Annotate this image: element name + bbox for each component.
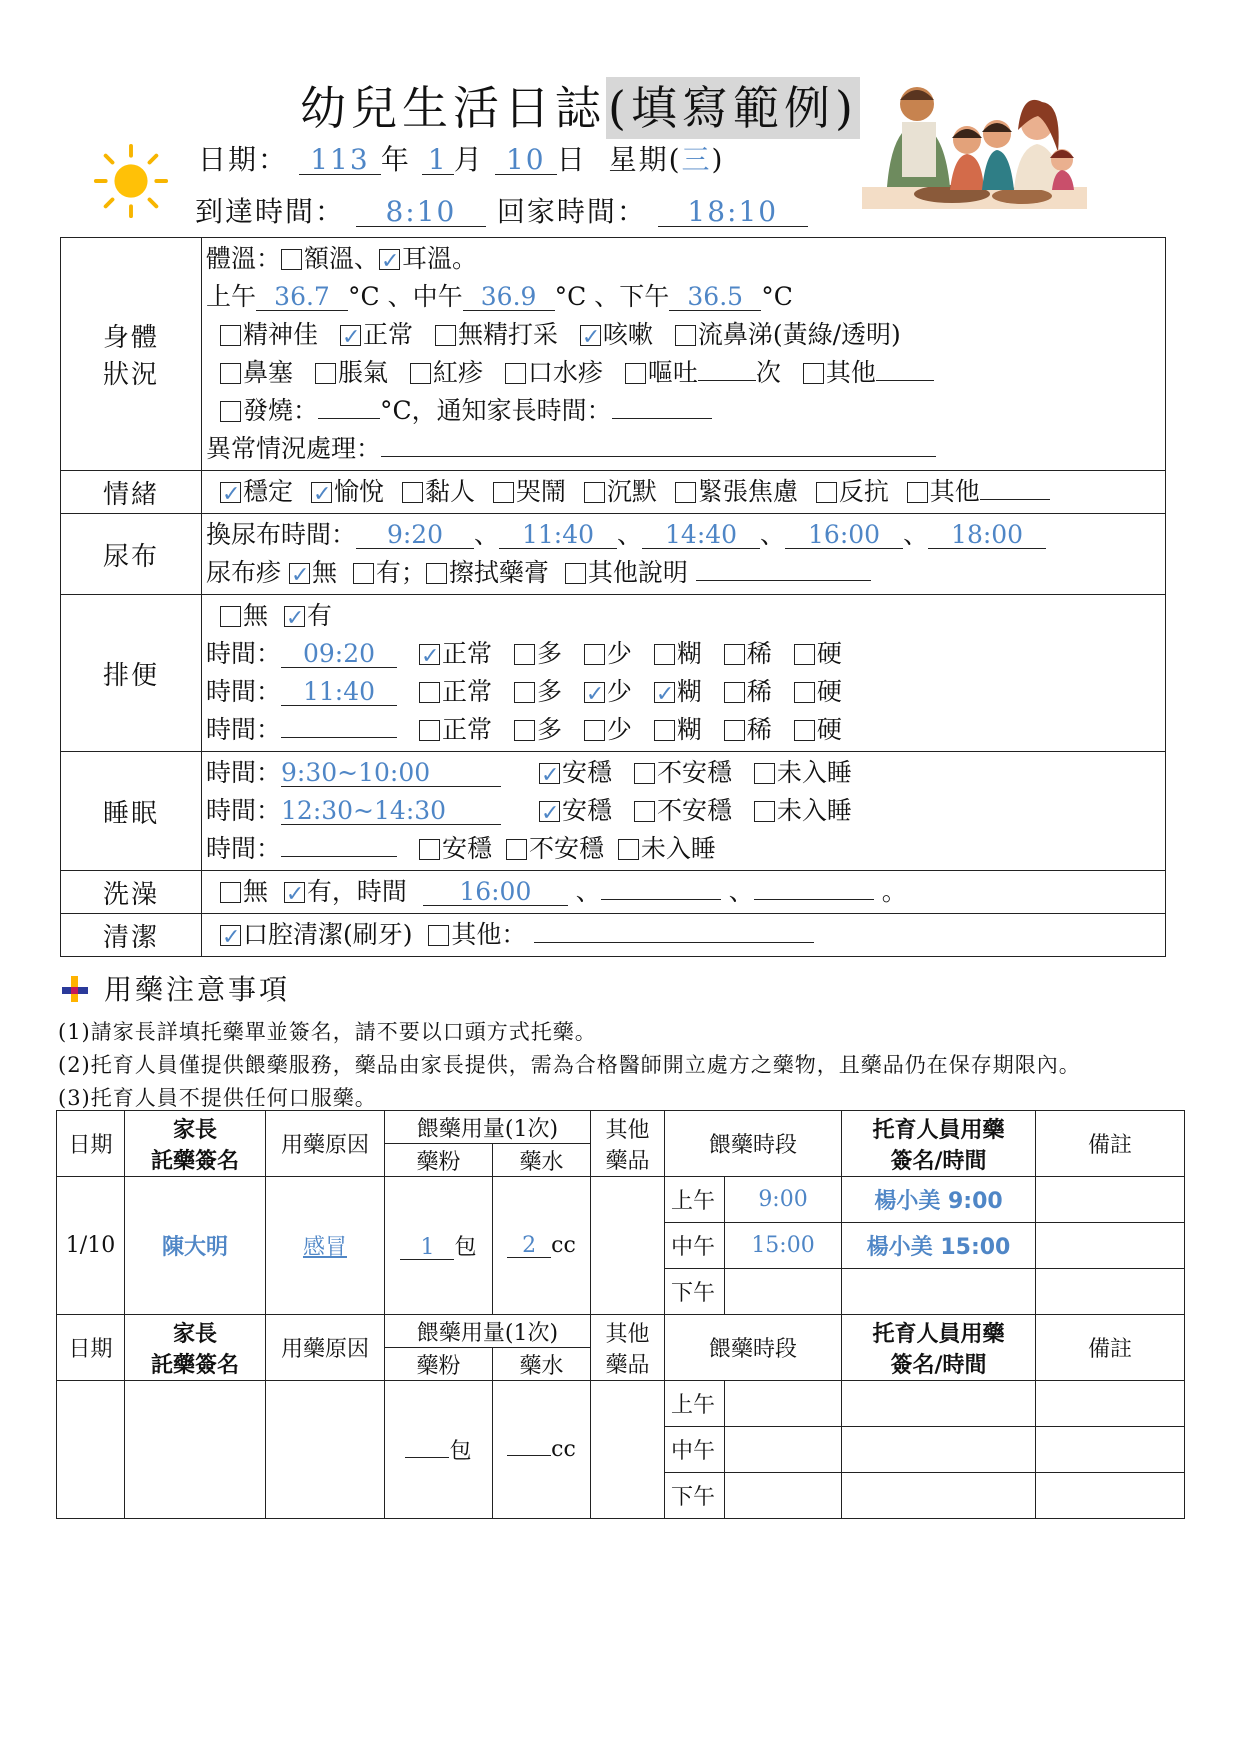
- med-liquid: [507, 1455, 551, 1456]
- sleep-none-checkbox[interactable]: [618, 839, 639, 860]
- fever-checkbox[interactable]: [220, 401, 241, 422]
- mood-happy-checkbox[interactable]: [311, 482, 332, 503]
- oral-clean-checkbox[interactable]: [220, 925, 241, 946]
- clean-other-checkbox[interactable]: [428, 925, 449, 946]
- remark-cell[interactable]: [1036, 1473, 1185, 1519]
- col-parent: 家長 託藥簽名: [125, 1315, 266, 1381]
- slot-time[interactable]: [725, 1427, 842, 1473]
- stool-hard-checkbox[interactable]: [794, 682, 815, 703]
- med-powder-cell[interactable]: 包: [385, 1381, 493, 1519]
- sleep-time-3[interactable]: [281, 856, 397, 857]
- stool-none-checkbox[interactable]: [220, 606, 241, 627]
- cond-normal-checkbox[interactable]: [340, 325, 361, 346]
- med-reason-cell[interactable]: [266, 1177, 385, 1315]
- mood-clingy-checkbox[interactable]: [402, 482, 423, 503]
- sleep-restless-checkbox[interactable]: [634, 763, 655, 784]
- med-note: (2)托育人員僅提供餵藥服務，藥品由家長提供，需為合格醫師開立處方之藥物，且藥品仍在保存期限內。: [58, 1053, 1081, 1077]
- bath-section: 無 ✓ 有，時間 16:00 、 、 。: [202, 871, 1166, 914]
- family-illustration: [862, 82, 1087, 217]
- col-powder: 藥粉: [385, 1348, 493, 1381]
- col-slot: 餵藥時段: [665, 1111, 842, 1177]
- col-remark: 備註: [1036, 1111, 1185, 1177]
- sleep-calm-checkbox[interactable]: [539, 801, 560, 822]
- temp-noon[interactable]: 36.9: [463, 284, 555, 311]
- sleep-none-checkbox[interactable]: [754, 763, 775, 784]
- date-month[interactable]: 1: [422, 145, 454, 175]
- cond-vomit-checkbox[interactable]: [625, 363, 646, 384]
- body-label: 身體 狀況: [61, 238, 202, 471]
- sleep-row: 時間：12:30~14:30 ✓ 安穩 不安穩 未入睡: [206, 792, 1161, 830]
- mood-other-checkbox[interactable]: [907, 482, 928, 503]
- body-section: [202, 238, 1166, 471]
- sleep-calm-checkbox[interactable]: [539, 763, 560, 784]
- stool-row: 時間： 09:20 ✓ 正常 多 少 糊 稀 硬: [206, 635, 1161, 673]
- col-parent: 家長 託藥簽名: [125, 1111, 266, 1177]
- stool-time-3[interactable]: [281, 737, 397, 738]
- temp-method-line: 體溫： 額溫、✓ 耳溫。: [206, 240, 1161, 278]
- stool-label: 排便: [61, 595, 202, 752]
- col-remark: 備註: [1036, 1315, 1185, 1381]
- rash-has-checkbox[interactable]: [353, 563, 374, 584]
- flag-icon: [62, 976, 88, 1002]
- diaper-time-2[interactable]: 11:40: [499, 522, 617, 549]
- med-reason: 感冒: [302, 1235, 347, 1260]
- clean-label: 清潔: [61, 914, 202, 957]
- col-reason: 用藥原因: [266, 1315, 385, 1381]
- sun-icon: [92, 142, 170, 220]
- med-parent-sign[interactable]: [125, 1381, 266, 1519]
- col-liquid: 藥水: [493, 1348, 591, 1381]
- med-powder: 1: [400, 1236, 454, 1260]
- mood-anxious-checkbox[interactable]: [675, 482, 696, 503]
- med-reason-cell[interactable]: [266, 1381, 385, 1519]
- stool-loose-checkbox[interactable]: [724, 644, 745, 665]
- med-date[interactable]: 1/10: [57, 1177, 125, 1315]
- bath-has-checkbox[interactable]: [284, 882, 305, 903]
- sleep-row: 時間： 安穩 不安穩 未入睡: [206, 834, 716, 863]
- diaper-time-5[interactable]: 18:00: [928, 522, 1046, 549]
- stool-normal-checkbox[interactable]: [419, 682, 440, 703]
- col-staff: 托育人員用藥 簽名/時間: [842, 1111, 1036, 1177]
- mood-stable-checkbox[interactable]: [220, 482, 241, 503]
- staff-sign[interactable]: 楊小美 15:00: [842, 1223, 1036, 1269]
- sleep-restless-checkbox[interactable]: [634, 801, 655, 822]
- stool-normal-checkbox[interactable]: [419, 720, 440, 741]
- med-note: (1)請家長詳填托藥單並簽名，請不要以口頭方式托藥。: [58, 1020, 597, 1044]
- sleep-section: [202, 752, 1166, 871]
- slot-time[interactable]: 9:00: [725, 1177, 842, 1223]
- cond-other-field[interactable]: [876, 380, 934, 381]
- slot-afternoon: 下午: [665, 1269, 725, 1315]
- temp-values-line: 上午 36.7 °C 、中午 36.9 °C 、下午 36.5 °C: [206, 282, 793, 311]
- staff-sign[interactable]: 楊小美 9:00: [842, 1177, 1036, 1223]
- diaper-time-1[interactable]: 9:20: [356, 522, 474, 549]
- staff-sign[interactable]: [842, 1381, 1036, 1427]
- temp-ear-checkbox[interactable]: [379, 249, 400, 270]
- slot-noon: 中午: [665, 1427, 725, 1473]
- rash-none-checkbox[interactable]: [289, 563, 310, 584]
- stool-little-checkbox[interactable]: [584, 644, 605, 665]
- stool-normal-checkbox[interactable]: [419, 644, 440, 665]
- cond-cough-checkbox[interactable]: [580, 325, 601, 346]
- mood-silent-checkbox[interactable]: [584, 482, 605, 503]
- diaper-time-3[interactable]: 14:40: [642, 522, 760, 549]
- fever-temp-field[interactable]: [318, 418, 380, 419]
- date-day[interactable]: 10: [495, 145, 557, 175]
- stool-presence-line: 無 ✓ 有: [206, 597, 1161, 635]
- bath-none-checkbox[interactable]: [220, 882, 241, 903]
- stool-row: 時間： 正常 多 少 糊 稀 硬: [206, 715, 842, 744]
- daily-log-table: [60, 237, 1166, 957]
- date-year[interactable]: 113: [299, 145, 381, 175]
- sleep-time-1[interactable]: 9:30~10:00: [281, 760, 501, 787]
- abnormal-handling-field[interactable]: [381, 456, 936, 457]
- stool-time-2[interactable]: 11:40: [281, 679, 397, 706]
- date-line: 日期： 113 年 1 月 10 日 星期(三): [198, 143, 725, 176]
- staff-sign[interactable]: [842, 1427, 1036, 1473]
- remark-cell[interactable]: [1036, 1269, 1185, 1315]
- col-other: 其他 藥品: [591, 1111, 665, 1177]
- cond-listless-checkbox[interactable]: [435, 325, 456, 346]
- sleep-restless-checkbox[interactable]: [506, 839, 527, 860]
- page-title: 幼兒生活日誌(填寫範例): [300, 72, 860, 138]
- stool-mushy-checkbox[interactable]: [654, 720, 675, 741]
- vomit-count-field[interactable]: [698, 380, 756, 381]
- cond-runny-nose-checkbox[interactable]: [675, 325, 696, 346]
- cond-drool-rash-checkbox[interactable]: [505, 363, 526, 384]
- med-parent-sign[interactable]: 陳大明: [125, 1177, 266, 1315]
- col-dose: 餵藥用量(1次): [385, 1315, 591, 1348]
- col-other: 其他 藥品: [591, 1315, 665, 1381]
- temp-pm[interactable]: 36.5: [669, 284, 761, 311]
- rash-other-field[interactable]: [696, 580, 871, 581]
- stool-section: [202, 595, 1166, 752]
- condition-line-2: 鼻塞 脹氣 紅疹 口水疹 嘔吐 次 其他: [206, 354, 1161, 392]
- medication-table: [56, 1110, 1185, 1519]
- med-liquid: 2: [507, 1234, 551, 1258]
- slot-afternoon: 下午: [665, 1473, 725, 1519]
- col-staff: 托育人員用藥 簽名/時間: [842, 1315, 1036, 1381]
- diaper-time-4[interactable]: 16:00: [785, 522, 903, 549]
- col-date: 日期: [57, 1111, 125, 1177]
- temp-am[interactable]: 36.7: [256, 284, 348, 311]
- clean-section: ✓ 口腔清潔(刷牙) 其他：: [202, 914, 1166, 957]
- col-reason: 用藥原因: [266, 1111, 385, 1177]
- cond-stuffy-checkbox[interactable]: [220, 363, 241, 384]
- remark-cell[interactable]: [1036, 1177, 1185, 1223]
- sleep-calm-checkbox[interactable]: [419, 839, 440, 860]
- bath-label: 洗澡: [61, 871, 202, 914]
- cond-other-checkbox[interactable]: [803, 363, 824, 384]
- abnormal-line: 異常情況處理：: [206, 430, 1161, 468]
- bath-time-3[interactable]: [754, 899, 874, 900]
- med-heading: 用藥注意事項: [62, 968, 290, 1008]
- sleep-label: 睡眠: [61, 752, 202, 871]
- col-dose: 餵藥用量(1次): [385, 1111, 591, 1144]
- staff-sign[interactable]: [842, 1473, 1036, 1519]
- staff-sign[interactable]: [842, 1269, 1036, 1315]
- col-liquid: 藥水: [493, 1144, 591, 1177]
- title-highlight: (填寫範例): [606, 77, 860, 139]
- sleep-none-checkbox[interactable]: [754, 801, 775, 822]
- slot-time[interactable]: [725, 1381, 842, 1427]
- stool-much-checkbox[interactable]: [514, 644, 535, 665]
- stool-row: 時間： 11:40 正常 多 ✓ 少 ✓ 糊 稀 硬: [206, 673, 1161, 711]
- med-liquid-cell[interactable]: 2 cc: [493, 1177, 591, 1315]
- arrive-time[interactable]: 8:10: [356, 197, 486, 227]
- slot-morning: 上午: [665, 1381, 725, 1427]
- remark-cell[interactable]: [1036, 1427, 1185, 1473]
- notify-time-field[interactable]: [612, 418, 712, 419]
- slot-time[interactable]: 15:00: [725, 1223, 842, 1269]
- med-other[interactable]: [591, 1177, 665, 1315]
- med-note: (3)托育人員不提供任何口服藥。: [58, 1086, 377, 1110]
- mood-section: ✓ 穩定 ✓ 愉悅 黏人 哭鬧 沉默 緊張焦慮 反抗 其他: [202, 471, 1166, 514]
- diaper-label: 尿布: [61, 514, 202, 595]
- date-weekday[interactable]: 三: [681, 143, 712, 176]
- stool-hard-checkbox[interactable]: [794, 644, 815, 665]
- stool-little-checkbox[interactable]: [584, 720, 605, 741]
- slot-noon: 中午: [665, 1223, 725, 1269]
- slot-morning: 上午: [665, 1177, 725, 1223]
- stool-has-checkbox[interactable]: [284, 606, 305, 627]
- col-date: 日期: [57, 1315, 125, 1381]
- col-slot: 餵藥時段: [665, 1315, 842, 1381]
- mood-crying-checkbox[interactable]: [493, 482, 514, 503]
- stool-loose-checkbox[interactable]: [724, 682, 745, 703]
- mood-other-field[interactable]: [980, 499, 1050, 500]
- mood-label: 情緒: [61, 471, 202, 514]
- temp-forehead-checkbox[interactable]: [281, 249, 302, 270]
- stool-mushy-checkbox[interactable]: [654, 682, 675, 703]
- mood-resist-checkbox[interactable]: [816, 482, 837, 503]
- sleep-time-2[interactable]: 12:30~14:30: [281, 798, 501, 825]
- fever-line: 發燒： °C，通知家長時間：: [206, 392, 1161, 430]
- stool-hard-checkbox[interactable]: [794, 720, 815, 741]
- stool-little-checkbox[interactable]: [584, 682, 605, 703]
- stool-time-1[interactable]: 09:20: [281, 641, 397, 668]
- leave-time[interactable]: 18:10: [658, 197, 808, 227]
- med-powder-cell[interactable]: 1 包: [385, 1177, 493, 1315]
- diaper-change-line: 換尿布時間： 9:20 、 11:40 、 14:40 、 16:00 、 18:00: [206, 516, 1161, 554]
- stool-much-checkbox[interactable]: [514, 720, 535, 741]
- diaper-rash-line: 尿布疹 ✓ 無 有； 擦拭藥膏 其他說明: [206, 554, 1161, 592]
- slot-time[interactable]: [725, 1473, 842, 1519]
- med-powder: [405, 1457, 449, 1458]
- rash-other-checkbox[interactable]: [565, 563, 586, 584]
- remark-cell[interactable]: [1036, 1381, 1185, 1427]
- bath-time-1[interactable]: 16:00: [423, 879, 568, 906]
- stool-much-checkbox[interactable]: [514, 682, 535, 703]
- cond-rash-checkbox[interactable]: [410, 363, 431, 384]
- col-powder: 藥粉: [385, 1144, 493, 1177]
- cond-energetic-checkbox[interactable]: [220, 325, 241, 346]
- bath-time-2[interactable]: [601, 899, 721, 900]
- clean-other-field[interactable]: [534, 942, 814, 943]
- ointment-checkbox[interactable]: [426, 563, 447, 584]
- time-line: 到達時間： 8:10 回家時間： 18:10: [195, 190, 808, 230]
- cond-bloating-checkbox[interactable]: [315, 363, 336, 384]
- diaper-section: [202, 514, 1166, 595]
- condition-line-1: 精神佳 ✓ 正常 無精打采 ✓ 咳嗽 流鼻涕(黃綠/透明): [206, 316, 1161, 354]
- med-liquid-cell[interactable]: cc: [493, 1381, 591, 1519]
- med-other[interactable]: [591, 1381, 665, 1519]
- slot-time[interactable]: [725, 1269, 842, 1315]
- stool-mushy-checkbox[interactable]: [654, 644, 675, 665]
- remark-cell[interactable]: [1036, 1223, 1185, 1269]
- sleep-row: 時間：9:30~10:00 ✓ 安穩 不安穩 未入睡: [206, 754, 1161, 792]
- med-date[interactable]: [57, 1381, 125, 1519]
- stool-loose-checkbox[interactable]: [724, 720, 745, 741]
